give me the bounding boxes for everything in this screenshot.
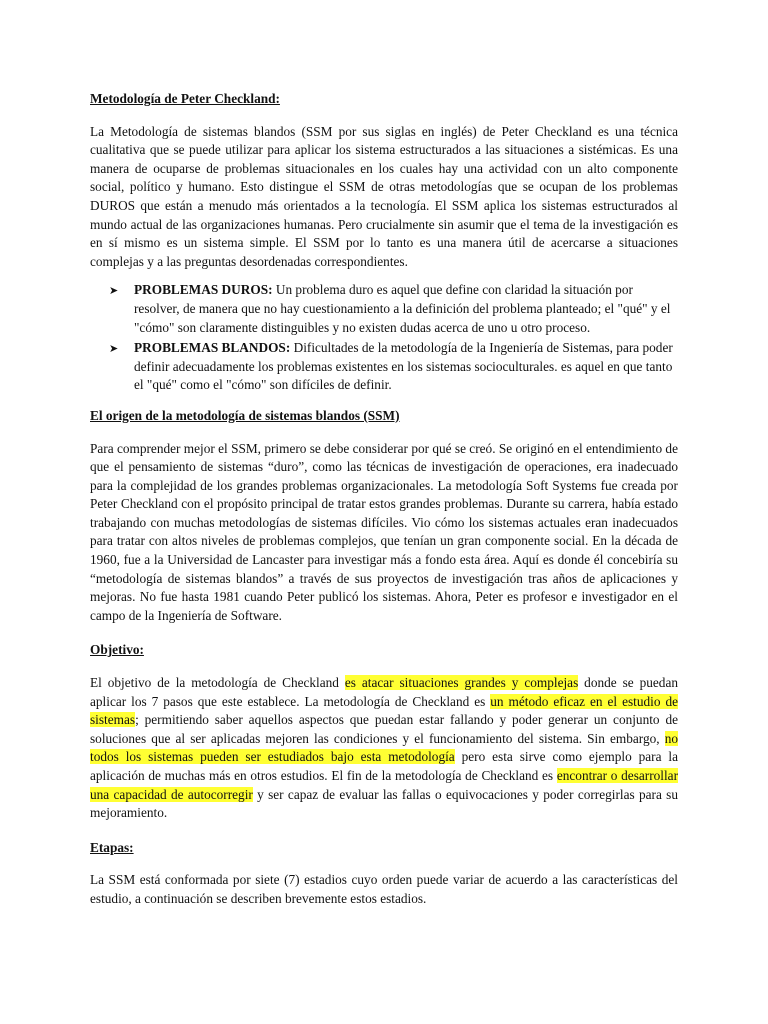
section-heading-checkland: Metodología de Peter Checkland: (90, 91, 280, 106)
highlight-3: no todos los sistemas pueden ser estudiados bajo esta metodología (90, 730, 678, 765)
list-item-problemas-duros (109, 281, 678, 337)
definition-problemas-blandos: Dificultades de la metodología de la Ingeniería de Sistemas, para poder definir adecuadamente los problemas existentes en los sistemas socioculturales. es aquel en que tanto el "qué" como el "cómo" son difíciles de definir. (134, 340, 673, 393)
paragraph-intro: La Metodología de sistemas blandos (SSM por sus siglas en inglés) de Peter Checkland es una técnica cualitativa que se puede utilizar para aplicar los sistema estructurados a las situaciones a sistémicas. Es una manera de ocuparse de problemas situacionales en los cuales hay una actividad con un alto componente social, político y humano. Esto distingue el SSM de otras metodologías que se ocupan de los problemas DUROS que están a menudo más orientados a la tecnología. El SSM aplica los sistemas estructurados al mundo actual de las organizaciones humanas. Pero crucialmente sin asumir que el tema de la investigación es en sí mismo es un sistema simple. El SSM por lo tanto es una manera útil de acercarse a situaciones complejas y a las preguntas desordenadas correspondientes. (90, 123, 678, 269)
objetivo-text-2: donde se puedan aplicar los 7 pasos que este establece. La metodología de Checkland es (90, 675, 678, 709)
highlight-4: encontrar o desarrollar una capacidad de autocorregir (90, 768, 678, 802)
term-problemas-duros: PROBLEMAS DUROS: (134, 282, 273, 298)
document-body (90, 90, 678, 925)
section-heading-objetivo: Objetivo: (90, 642, 144, 658)
highlight-1: es atacar situaciones grandes y complejas (344, 675, 579, 691)
paragraph-etapas: La SSM está conformada por siete (7) estadios cuyo orden puede variar de acuerdo a las características del estudio, a continuación se describen brevemente estos estadios. (90, 872, 678, 906)
list-item-problemas-blandos (109, 339, 678, 395)
objetivo-text-5: y ser capaz de evaluar las fallas o equivocaciones y poder corregirlas para su mejoramiento. (90, 786, 679, 821)
section-heading-origen: El origen de la metodología de sistemas blandos (SSM) (90, 407, 400, 423)
term-problemas-blandos: PROBLEMAS BLANDOS: (134, 340, 291, 356)
section-heading-etapas: Etapas: (90, 839, 134, 855)
problem-types-list (90, 281, 678, 395)
arrowhead-bullet-icon: ➤ (109, 284, 119, 298)
paragraph-objetivo (90, 674, 678, 823)
paragraph-origen: Para comprender mejor el SSM, primero se debe considerar por qué se creó. Se originó en el entendimiento de que el pensamiento de sistemas “duro”, como las técnicas de investigación de operaciones, era inadecuado para la complejidad de los grandes problemas organizacionales. La metodología Soft Systems fue creada por Peter Checkland con el propósito principal de tratar estos grandes problemas. Durante su carrera, había estado trabajando con muchas metodologías de sistemas difíciles. Vio cómo los sistemas actuales eran inadecuados para tratar con altos niveles de problemas complejos, que tenían un gran componente social. En la década de 1960, fue a la Universidad de Lancaster para investigar más a fondo esta área. Aquí es donde él concebiría su “metodología de sistemas blandos” a través de sus proyectos de investigación tras años de aplicaciones y mejoras. No fue hasta 1981 cuando Peter publicó los sistemas. Ahora, Peter es profesor e investigador en el campo de la Ingeniería de Software. (90, 440, 678, 623)
objetivo-text-3: ; permitiendo saber aquellos aspectos que puedan estar fallando y poder generar un conjunto de soluciones que al ser aplicadas mejoren las condiciones y el funcionamiento del sistema. Sin embargo, (90, 712, 678, 746)
highlight-2: un método eficaz en el estudio de sistemas (90, 693, 678, 728)
arrowhead-bullet-icon: ➤ (109, 342, 119, 356)
objetivo-text-1: El objetivo de la metodología de Checkland (90, 675, 345, 691)
definition-problemas-duros: Un problema duro es aquel que define con claridad la situación por resolver, de manera que no hay cuestionamiento a la definición del problema planteado; el "qué" y el "cómo" son claramente distinguibles y no existen dudas acerca de uno u otro proceso. (134, 282, 671, 335)
objetivo-text-4: pero esta sirve como ejemplo para la aplicación de muchas más en otros estudios. El fin de la metodología de Checkland es (90, 749, 678, 783)
